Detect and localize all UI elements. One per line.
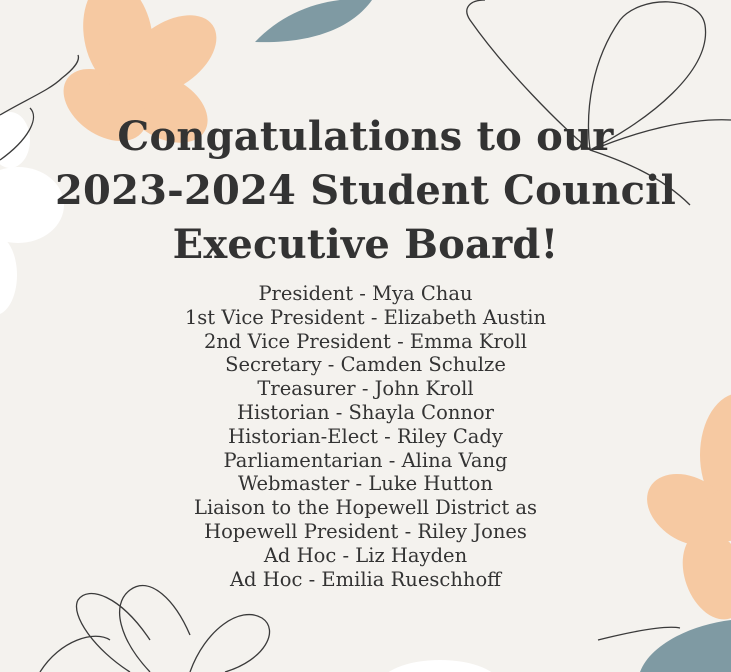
list-item: Parliamentarian - Alina Vang	[223, 448, 508, 472]
white-blob-bottom	[380, 660, 500, 672]
title-line: Congatulations to our	[117, 113, 614, 160]
list-item: Webmaster - Luke Hutton	[238, 472, 493, 496]
list-item: Liaison to the Hopewell District as	[194, 496, 537, 520]
title-line: Executive Board!	[172, 221, 559, 268]
list-item: Hopewell President - Riley Jones	[204, 519, 527, 543]
list-item: Treasurer - John Kroll	[257, 377, 474, 401]
officer-list	[0, 282, 731, 591]
list-item: Historian-Elect - Riley Cady	[228, 424, 503, 448]
slate-leaf-bottom	[640, 620, 731, 672]
list-item: Secretary - Camden Schulze	[225, 353, 506, 377]
slate-leaf-top	[255, 0, 372, 42]
list-item: Ad Hoc - Liz Hayden	[263, 543, 468, 567]
list-item: President - Mya Chau	[258, 282, 473, 305]
outline-swoosh-bottom-right	[598, 627, 680, 640]
title-line: 2023-2024 Student Council	[55, 167, 676, 214]
list-item: 1st Vice President - Elizabeth Austin	[184, 305, 547, 329]
list-item: 2nd Vice President - Emma Kroll	[203, 329, 528, 353]
announcement	[0, 110, 731, 591]
outline-flower-bottom	[40, 586, 270, 672]
list-item: Ad Hoc - Emilia Rueschhoff	[229, 567, 502, 591]
page-title	[0, 110, 731, 272]
list-item: Historian - Shayla Connor	[236, 400, 494, 424]
